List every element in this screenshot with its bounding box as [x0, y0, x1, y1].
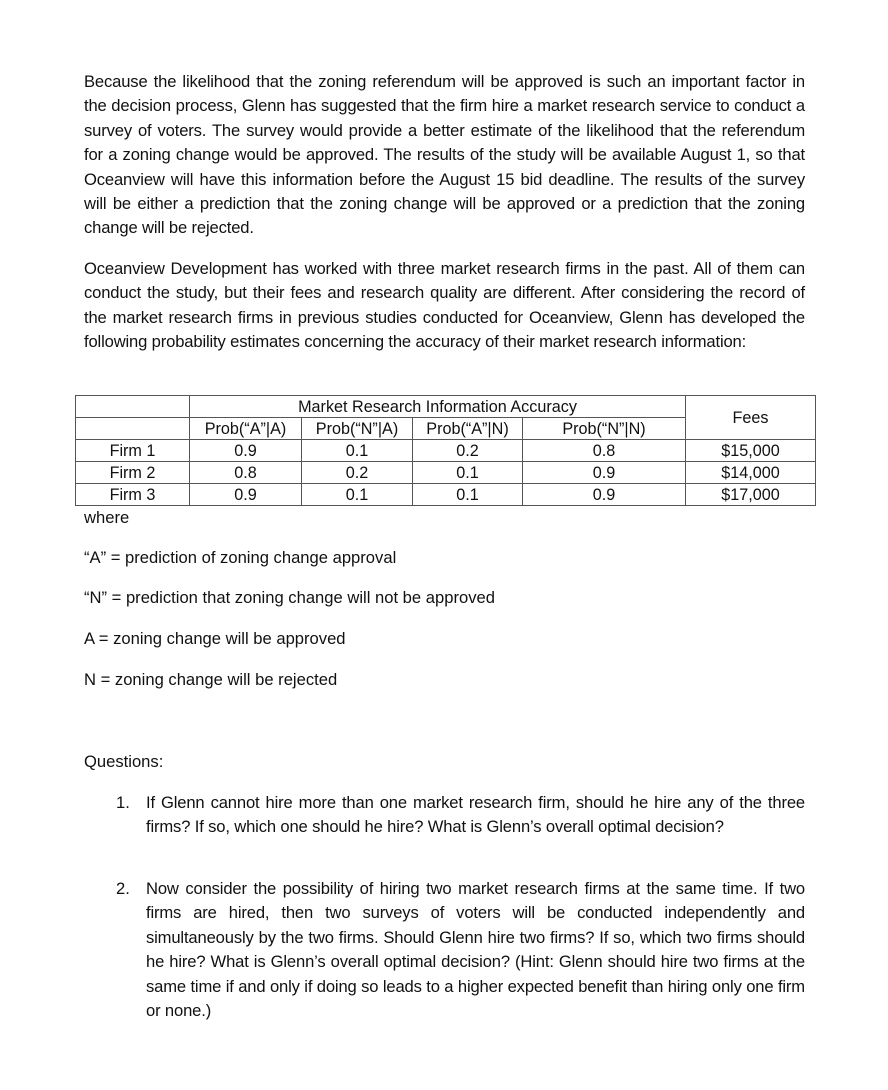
definition-n: N = zoning change will be rejected — [84, 670, 338, 689]
question-item — [116, 791, 805, 840]
table-cell: 0.9 — [523, 484, 686, 506]
firm-name: Firm 1 — [76, 440, 190, 462]
table-row — [76, 462, 816, 484]
question-text: Now consider the possibility of hiring two market research firms at the same time. If two firms are hired, then two surveys of voters will be conducted independently and simultaneously by the two firms. Should Glenn hire two firms? If so, which two firms should he hire? What is Glenn’s overall optimal decision? (Hint: Glenn should hire two firms at the same time if and only if doing so leads to a higher expected benefit than hiring only one firm or none.) — [146, 879, 805, 1021]
column-header: Prob(“A”|N) — [413, 418, 523, 440]
table-cell: 0.9 — [190, 440, 302, 462]
table-cell: 0.8 — [190, 462, 302, 484]
questions-heading: Questions: — [84, 752, 164, 771]
question-number: 1. — [116, 793, 130, 812]
definition-a: A = zoning change will be approved — [84, 629, 346, 648]
question-item — [116, 877, 805, 1023]
table-row — [76, 484, 816, 506]
table-cell: 0.9 — [190, 484, 302, 506]
question-number: 2. — [116, 879, 130, 898]
table-cell: 0.1 — [413, 484, 523, 506]
table-cell: 0.9 — [523, 462, 686, 484]
table-row — [76, 440, 816, 462]
column-header: Prob(“N”|N) — [523, 418, 686, 440]
fees-header: Fees — [686, 396, 816, 440]
table-corner-cell — [76, 396, 190, 418]
definition-quoted-a: “A” = prediction of zoning change approval — [84, 548, 397, 567]
table-cell: 0.2 — [302, 462, 413, 484]
firms-paragraph: Oceanview Development has worked with three market research firms in the past. All of them can conduct the study, but their fees and research quality are different. After considering the record of the market research firms in previous studies conducted for Oceanview, Glenn has developed the following probability estimates concerning the accuracy of their market research information: — [84, 259, 805, 352]
table-cell: 0.2 — [413, 440, 523, 462]
fee-cell: $17,000 — [686, 484, 816, 506]
group-header: Market Research Information Accuracy — [190, 396, 686, 418]
fee-cell: $15,000 — [686, 440, 816, 462]
where-label: where — [84, 508, 130, 527]
question-text: If Glenn cannot hire more than one market research firm, should he hire any of the three firms? If so, which one should he hire? What is Glenn’s overall optimal decision? — [146, 793, 805, 837]
table-cell: 0.1 — [413, 462, 523, 484]
fee-cell: $14,000 — [686, 462, 816, 484]
table-group-header-row — [76, 396, 816, 418]
table-cell: 0.1 — [302, 484, 413, 506]
intro-paragraph: Because the likelihood that the zoning referendum will be approved is such an important factor in the decision process, Glenn has suggested that the firm hire a market research service to conduct a survey of voters. The survey would provide a better estimate of the likelihood that the referendum for a zoning change would be approved. The results of the study will be available August 1, so that Oceanview will have this information before the August 15 bid deadline. The results of the survey will be either a prediction that the zoning change will be approved or a prediction that the zoning change will be rejected. — [84, 72, 805, 238]
table-cell: 0.1 — [302, 440, 413, 462]
firm-name: Firm 3 — [76, 484, 190, 506]
definition-quoted-n: “N” = prediction that zoning change will not be approved — [84, 588, 495, 607]
table-cell: 0.8 — [523, 440, 686, 462]
accuracy-table — [75, 395, 816, 506]
column-header: Prob(“A”|A) — [190, 418, 302, 440]
table-blank-cell — [76, 418, 190, 440]
firm-name: Firm 2 — [76, 462, 190, 484]
column-header: Prob(“N”|A) — [302, 418, 413, 440]
